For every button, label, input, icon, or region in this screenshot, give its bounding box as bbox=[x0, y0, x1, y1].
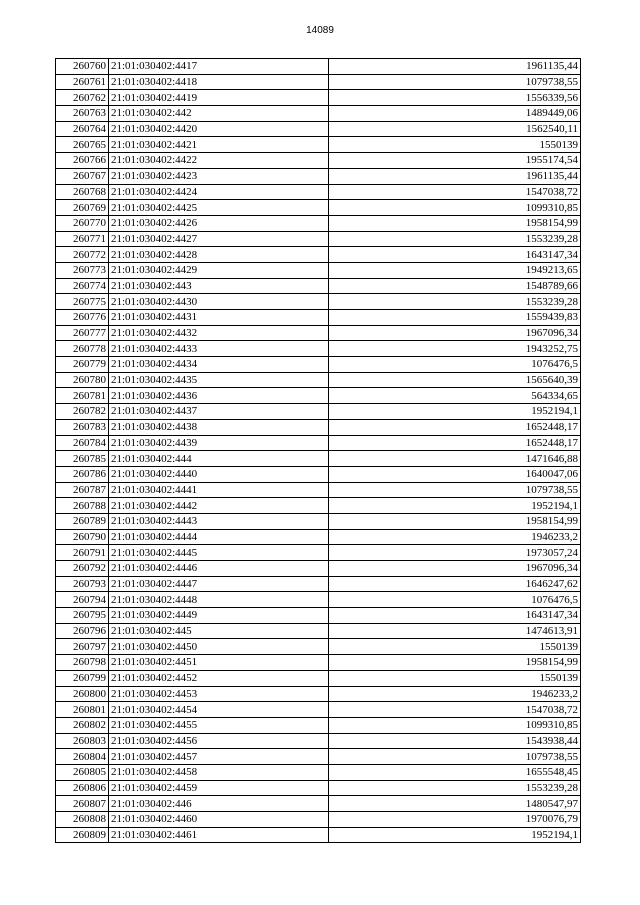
cadastral-number-cell: 21:01:030402:4460 bbox=[109, 812, 329, 828]
row-number-cell: 260779 bbox=[56, 357, 109, 373]
table-row bbox=[56, 796, 581, 812]
cadastral-number-cell: 21:01:030402:4440 bbox=[109, 466, 329, 482]
value-cell: 1646247,62 bbox=[329, 576, 581, 592]
row-number-cell: 260795 bbox=[56, 608, 109, 624]
row-number-cell: 260782 bbox=[56, 404, 109, 420]
value-cell: 1655548,45 bbox=[329, 764, 581, 780]
table-row bbox=[56, 702, 581, 718]
cadastral-number-cell: 21:01:030402:4437 bbox=[109, 404, 329, 420]
value-cell: 1565640,39 bbox=[329, 372, 581, 388]
value-cell: 1961135,44 bbox=[329, 59, 581, 75]
table-row bbox=[56, 310, 581, 326]
value-cell: 1970076,79 bbox=[329, 812, 581, 828]
cadastral-number-cell: 21:01:030402:443 bbox=[109, 278, 329, 294]
value-cell: 1553239,28 bbox=[329, 231, 581, 247]
table-row bbox=[56, 764, 581, 780]
cadastral-number-cell: 21:01:030402:4442 bbox=[109, 498, 329, 514]
row-number-cell: 260791 bbox=[56, 545, 109, 561]
cadastral-number-cell: 21:01:030402:4434 bbox=[109, 357, 329, 373]
cadastral-number-cell: 21:01:030402:445 bbox=[109, 623, 329, 639]
row-number-cell: 260778 bbox=[56, 341, 109, 357]
cadastral-number-cell: 21:01:030402:4441 bbox=[109, 482, 329, 498]
row-number-cell: 260807 bbox=[56, 796, 109, 812]
table-row bbox=[56, 168, 581, 184]
row-number-cell: 260786 bbox=[56, 466, 109, 482]
value-cell: 1550139 bbox=[329, 639, 581, 655]
value-cell: 1550139 bbox=[329, 137, 581, 153]
value-cell: 1958154,99 bbox=[329, 215, 581, 231]
value-cell: 1652448,17 bbox=[329, 435, 581, 451]
row-number-cell: 260767 bbox=[56, 168, 109, 184]
row-number-cell: 260780 bbox=[56, 372, 109, 388]
table-row bbox=[56, 435, 581, 451]
table-row bbox=[56, 733, 581, 749]
table-row bbox=[56, 262, 581, 278]
value-cell: 1079738,55 bbox=[329, 749, 581, 765]
value-cell: 1955174,54 bbox=[329, 153, 581, 169]
table-row bbox=[56, 184, 581, 200]
table-row bbox=[56, 608, 581, 624]
row-number-cell: 260765 bbox=[56, 137, 109, 153]
cadastral-number-cell: 21:01:030402:4457 bbox=[109, 749, 329, 765]
cadastral-number-cell: 21:01:030402:4419 bbox=[109, 90, 329, 106]
row-number-cell: 260773 bbox=[56, 262, 109, 278]
table-row bbox=[56, 247, 581, 263]
cadastral-number-cell: 21:01:030402:4435 bbox=[109, 372, 329, 388]
value-cell: 1489449,06 bbox=[329, 106, 581, 122]
cadastral-number-cell: 21:01:030402:4445 bbox=[109, 545, 329, 561]
table-row bbox=[56, 137, 581, 153]
value-cell: 1547038,72 bbox=[329, 702, 581, 718]
row-number-cell: 260808 bbox=[56, 812, 109, 828]
cadastral-number-cell: 21:01:030402:4431 bbox=[109, 310, 329, 326]
row-number-cell: 260760 bbox=[56, 59, 109, 75]
table-row bbox=[56, 372, 581, 388]
value-cell: 1973057,24 bbox=[329, 545, 581, 561]
table-row bbox=[56, 655, 581, 671]
cadastral-number-cell: 21:01:030402:4424 bbox=[109, 184, 329, 200]
row-number-cell: 260770 bbox=[56, 215, 109, 231]
value-cell: 1099310,85 bbox=[329, 200, 581, 216]
row-number-cell: 260796 bbox=[56, 623, 109, 639]
value-cell: 1958154,99 bbox=[329, 655, 581, 671]
value-cell: 1958154,99 bbox=[329, 513, 581, 529]
cadastral-number-cell: 21:01:030402:4451 bbox=[109, 655, 329, 671]
cadastral-number-cell: 21:01:030402:4449 bbox=[109, 608, 329, 624]
value-cell: 1643147,34 bbox=[329, 247, 581, 263]
table-row bbox=[56, 812, 581, 828]
cadastral-number-cell: 21:01:030402:4439 bbox=[109, 435, 329, 451]
cadastral-number-cell: 21:01:030402:4423 bbox=[109, 168, 329, 184]
row-number-cell: 260793 bbox=[56, 576, 109, 592]
row-number-cell: 260801 bbox=[56, 702, 109, 718]
value-cell: 1946233,2 bbox=[329, 686, 581, 702]
cadastral-number-cell: 21:01:030402:444 bbox=[109, 451, 329, 467]
value-cell: 1474613,91 bbox=[329, 623, 581, 639]
cadastral-number-cell: 21:01:030402:4456 bbox=[109, 733, 329, 749]
cadastral-number-cell: 21:01:030402:4418 bbox=[109, 74, 329, 90]
row-number-cell: 260809 bbox=[56, 827, 109, 843]
row-number-cell: 260792 bbox=[56, 561, 109, 577]
cadastral-number-cell: 21:01:030402:4443 bbox=[109, 513, 329, 529]
row-number-cell: 260774 bbox=[56, 278, 109, 294]
value-cell: 564334,65 bbox=[329, 388, 581, 404]
cadastral-number-cell: 21:01:030402:4430 bbox=[109, 294, 329, 310]
row-number-cell: 260805 bbox=[56, 764, 109, 780]
table-row bbox=[56, 153, 581, 169]
row-number-cell: 260804 bbox=[56, 749, 109, 765]
cadastral-number-cell: 21:01:030402:4426 bbox=[109, 215, 329, 231]
value-cell: 1949213,65 bbox=[329, 262, 581, 278]
value-cell: 1961135,44 bbox=[329, 168, 581, 184]
table-row bbox=[56, 780, 581, 796]
cadastral-number-cell: 21:01:030402:4427 bbox=[109, 231, 329, 247]
value-cell: 1548789,66 bbox=[329, 278, 581, 294]
cadastral-number-cell: 21:01:030402:4448 bbox=[109, 592, 329, 608]
table-row bbox=[56, 827, 581, 843]
row-number-cell: 260797 bbox=[56, 639, 109, 655]
table-row bbox=[56, 639, 581, 655]
table-row bbox=[56, 451, 581, 467]
cadastral-number-cell: 21:01:030402:4438 bbox=[109, 419, 329, 435]
cadastral-number-cell: 21:01:030402:4444 bbox=[109, 529, 329, 545]
value-cell: 1556339,56 bbox=[329, 90, 581, 106]
row-number-cell: 260794 bbox=[56, 592, 109, 608]
table-row bbox=[56, 278, 581, 294]
value-cell: 1076476,5 bbox=[329, 592, 581, 608]
row-number-cell: 260761 bbox=[56, 74, 109, 90]
cadastral-number-cell: 21:01:030402:4422 bbox=[109, 153, 329, 169]
table-row bbox=[56, 231, 581, 247]
table-row bbox=[56, 106, 581, 122]
cadastral-number-cell: 21:01:030402:4425 bbox=[109, 200, 329, 216]
row-number-cell: 260768 bbox=[56, 184, 109, 200]
table-row bbox=[56, 482, 581, 498]
table-row bbox=[56, 686, 581, 702]
value-cell: 1943252,75 bbox=[329, 341, 581, 357]
cadastral-number-cell: 21:01:030402:4454 bbox=[109, 702, 329, 718]
table-row bbox=[56, 215, 581, 231]
table-row bbox=[56, 717, 581, 733]
cadastral-number-cell: 21:01:030402:4461 bbox=[109, 827, 329, 843]
cadastral-number-cell: 21:01:030402:4459 bbox=[109, 780, 329, 796]
row-number-cell: 260806 bbox=[56, 780, 109, 796]
row-number-cell: 260776 bbox=[56, 310, 109, 326]
value-cell: 1952194,1 bbox=[329, 827, 581, 843]
row-number-cell: 260799 bbox=[56, 670, 109, 686]
value-cell: 1099310,85 bbox=[329, 717, 581, 733]
cadastral-number-cell: 21:01:030402:4436 bbox=[109, 388, 329, 404]
cadastral-table bbox=[55, 58, 581, 843]
value-cell: 1553239,28 bbox=[329, 294, 581, 310]
value-cell: 1946233,2 bbox=[329, 529, 581, 545]
cadastral-number-cell: 21:01:030402:4455 bbox=[109, 717, 329, 733]
table-row bbox=[56, 404, 581, 420]
row-number-cell: 260802 bbox=[56, 717, 109, 733]
table-row bbox=[56, 466, 581, 482]
row-number-cell: 260803 bbox=[56, 733, 109, 749]
row-number-cell: 260769 bbox=[56, 200, 109, 216]
value-cell: 1952194,1 bbox=[329, 404, 581, 420]
table-row bbox=[56, 59, 581, 75]
table-row bbox=[56, 74, 581, 90]
value-cell: 1543938,44 bbox=[329, 733, 581, 749]
row-number-cell: 260800 bbox=[56, 686, 109, 702]
row-number-cell: 260784 bbox=[56, 435, 109, 451]
table-row bbox=[56, 513, 581, 529]
value-cell: 1967096,34 bbox=[329, 325, 581, 341]
table-row bbox=[56, 670, 581, 686]
value-cell: 1967096,34 bbox=[329, 561, 581, 577]
table-row bbox=[56, 749, 581, 765]
cadastral-number-cell: 21:01:030402:4432 bbox=[109, 325, 329, 341]
table-row bbox=[56, 592, 581, 608]
table-row bbox=[56, 325, 581, 341]
cadastral-number-cell: 21:01:030402:4453 bbox=[109, 686, 329, 702]
row-number-cell: 260762 bbox=[56, 90, 109, 106]
value-cell: 1547038,72 bbox=[329, 184, 581, 200]
row-number-cell: 260771 bbox=[56, 231, 109, 247]
cadastral-number-cell: 21:01:030402:4429 bbox=[109, 262, 329, 278]
cadastral-number-cell: 21:01:030402:4433 bbox=[109, 341, 329, 357]
row-number-cell: 260766 bbox=[56, 153, 109, 169]
table-row bbox=[56, 200, 581, 216]
value-cell: 1550139 bbox=[329, 670, 581, 686]
cadastral-number-cell: 21:01:030402:4428 bbox=[109, 247, 329, 263]
cadastral-number-cell: 21:01:030402:4417 bbox=[109, 59, 329, 75]
row-number-cell: 260772 bbox=[56, 247, 109, 263]
table-row bbox=[56, 576, 581, 592]
page-number: 14089 bbox=[306, 25, 334, 36]
value-cell: 1079738,55 bbox=[329, 482, 581, 498]
row-number-cell: 260787 bbox=[56, 482, 109, 498]
cadastral-number-cell: 21:01:030402:442 bbox=[109, 106, 329, 122]
table-body bbox=[56, 59, 581, 843]
table-row bbox=[56, 419, 581, 435]
value-cell: 1553239,28 bbox=[329, 780, 581, 796]
cadastral-number-cell: 21:01:030402:4420 bbox=[109, 121, 329, 137]
row-number-cell: 260788 bbox=[56, 498, 109, 514]
row-number-cell: 260785 bbox=[56, 451, 109, 467]
row-number-cell: 260764 bbox=[56, 121, 109, 137]
row-number-cell: 260789 bbox=[56, 513, 109, 529]
table-row bbox=[56, 90, 581, 106]
value-cell: 1640047,06 bbox=[329, 466, 581, 482]
row-number-cell: 260777 bbox=[56, 325, 109, 341]
table-row bbox=[56, 498, 581, 514]
cadastral-number-cell: 21:01:030402:4450 bbox=[109, 639, 329, 655]
value-cell: 1471646,88 bbox=[329, 451, 581, 467]
cadastral-number-cell: 21:01:030402:4458 bbox=[109, 764, 329, 780]
row-number-cell: 260775 bbox=[56, 294, 109, 310]
value-cell: 1076476,5 bbox=[329, 357, 581, 373]
value-cell: 1652448,17 bbox=[329, 419, 581, 435]
table-row bbox=[56, 545, 581, 561]
table-row bbox=[56, 388, 581, 404]
table-row bbox=[56, 529, 581, 545]
cadastral-number-cell: 21:01:030402:4421 bbox=[109, 137, 329, 153]
table-row bbox=[56, 357, 581, 373]
table-row bbox=[56, 341, 581, 357]
row-number-cell: 260783 bbox=[56, 419, 109, 435]
cadastral-number-cell: 21:01:030402:4452 bbox=[109, 670, 329, 686]
value-cell: 1079738,55 bbox=[329, 74, 581, 90]
table-row bbox=[56, 561, 581, 577]
value-cell: 1952194,1 bbox=[329, 498, 581, 514]
cadastral-number-cell: 21:01:030402:4447 bbox=[109, 576, 329, 592]
value-cell: 1480547,97 bbox=[329, 796, 581, 812]
value-cell: 1562540,11 bbox=[329, 121, 581, 137]
cadastral-number-cell: 21:01:030402:4446 bbox=[109, 561, 329, 577]
value-cell: 1559439,83 bbox=[329, 310, 581, 326]
table-row bbox=[56, 623, 581, 639]
table-row bbox=[56, 294, 581, 310]
value-cell: 1643147,34 bbox=[329, 608, 581, 624]
table-row bbox=[56, 121, 581, 137]
cadastral-number-cell: 21:01:030402:446 bbox=[109, 796, 329, 812]
row-number-cell: 260781 bbox=[56, 388, 109, 404]
row-number-cell: 260763 bbox=[56, 106, 109, 122]
row-number-cell: 260790 bbox=[56, 529, 109, 545]
row-number-cell: 260798 bbox=[56, 655, 109, 671]
